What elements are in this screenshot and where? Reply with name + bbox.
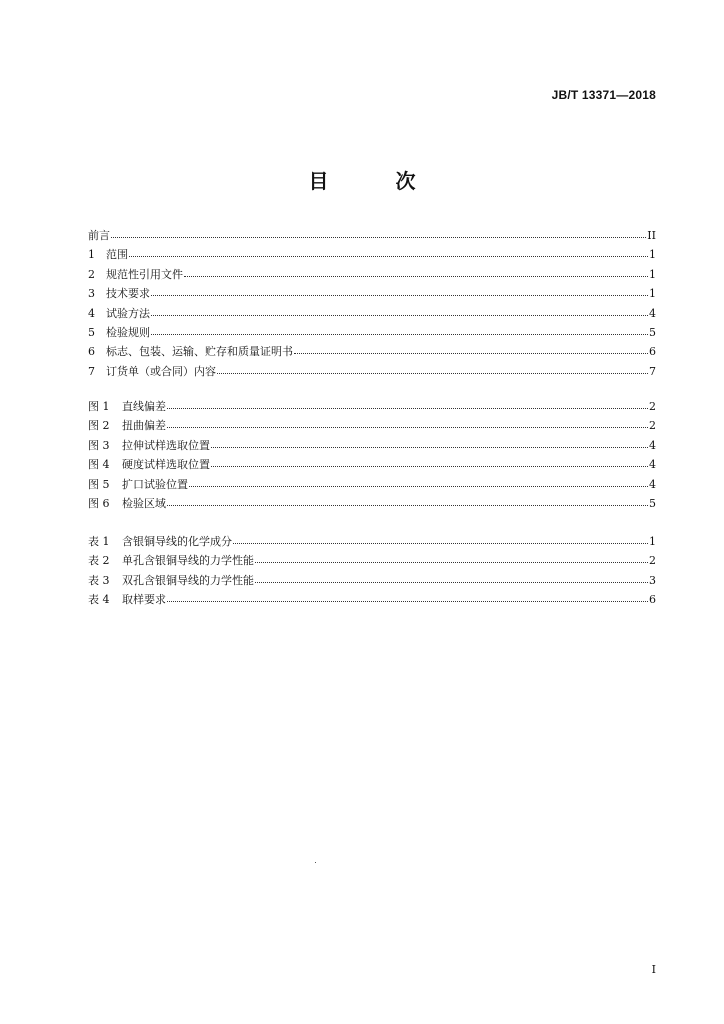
page-title: 目 次 (308, 169, 446, 193)
toc-entry[interactable] (88, 323, 656, 342)
toc-entry-number: 3 (88, 287, 95, 301)
figure-number: 图 1 (88, 400, 110, 413)
toc-entry-label: 标志、包装、运输、贮存和质量证明书 (106, 345, 293, 359)
toc-entry-label: 订货单（或合同）内容 (106, 364, 216, 378)
table-entry[interactable] (88, 590, 656, 609)
toc-entry[interactable] (88, 342, 656, 361)
leader-dots (151, 287, 648, 297)
toc-entry-page: 7 (649, 364, 656, 378)
table-page: 1 (649, 535, 656, 548)
leader-dots (211, 439, 648, 449)
toc-contents (88, 226, 656, 381)
toc-entry-page: 1 (649, 248, 656, 262)
toc-entry-number: 2 (88, 267, 95, 281)
leader-dots (211, 458, 648, 468)
table-entry[interactable] (88, 571, 656, 590)
figure-number: 图 3 (88, 438, 110, 452)
toc-entry-number: 6 (88, 345, 95, 359)
leader-dots (151, 326, 648, 336)
leader-dots (167, 497, 648, 507)
table-label: 含银铜导线的化学成分 (122, 535, 232, 548)
leader-dots (184, 268, 648, 278)
table-page: 2 (649, 554, 656, 568)
table-page: 3 (649, 573, 656, 587)
figure-number: 图 5 (88, 477, 110, 491)
figure-label: 硬度试样选取位置 (122, 458, 210, 472)
table-page: 6 (649, 593, 656, 607)
figure-label: 直线偏差 (122, 400, 166, 413)
figure-number: 图 2 (88, 419, 110, 433)
toc-entry[interactable] (88, 304, 656, 323)
toc-entry-page: 6 (649, 345, 656, 359)
toc-entry[interactable] (88, 284, 656, 303)
figure-label: 拉伸试样选取位置 (122, 438, 210, 452)
toc-entry-number: 1 (88, 248, 95, 262)
leader-dots (167, 419, 648, 429)
toc-entry-label: 范围 (106, 248, 128, 262)
figure-label: 扩口试验位置 (122, 477, 188, 491)
table-number: 表 3 (88, 573, 110, 587)
toc-tables (88, 532, 656, 610)
leader-dots (111, 229, 646, 239)
leader-dots (189, 478, 648, 488)
toc-entry-label: 试验方法 (106, 306, 150, 320)
table-entry[interactable] (88, 532, 656, 551)
figure-entry[interactable] (88, 494, 656, 513)
toc-entry-page: 1 (649, 287, 656, 301)
table-label: 单孔含银铜导线的力学性能 (122, 554, 254, 568)
toc-entry-page: 5 (649, 325, 656, 339)
figure-number: 图 4 (88, 458, 110, 472)
leader-dots (129, 248, 648, 258)
toc-entry-number: 5 (88, 325, 95, 339)
toc-entry-number: 4 (88, 306, 95, 320)
toc-entry[interactable] (88, 362, 656, 381)
figure-page: 4 (649, 477, 656, 491)
table-number: 表 1 (88, 535, 110, 548)
figure-page: 2 (649, 419, 656, 433)
figure-page: 2 (649, 400, 656, 413)
figure-label: 扭曲偏差 (122, 419, 166, 433)
toc-entry-label: 前言 (88, 229, 110, 242)
leader-dots (217, 365, 648, 375)
figure-entry[interactable] (88, 436, 656, 455)
figure-page: 4 (649, 438, 656, 452)
toc-entry-label: 检验规则 (106, 325, 150, 339)
table-entry[interactable] (88, 551, 656, 570)
figure-number: 图 6 (88, 496, 110, 510)
page-number: I (651, 963, 656, 976)
leader-dots (294, 345, 648, 355)
figure-entry[interactable] (88, 416, 656, 435)
leader-dots (151, 307, 648, 317)
figure-page: 5 (649, 496, 656, 510)
leader-dots (255, 554, 648, 564)
toc-entry[interactable] (88, 265, 656, 284)
standard-code: JB/T 13371—2018 (551, 88, 656, 102)
toc-entry-number: 7 (88, 364, 95, 378)
toc-entry[interactable] (88, 226, 656, 245)
figure-entry[interactable] (88, 455, 656, 474)
toc-figures (88, 397, 656, 513)
toc-entry-page: 4 (649, 306, 656, 320)
table-number: 表 2 (88, 554, 110, 568)
leader-dots (167, 400, 648, 410)
figure-page: 4 (649, 458, 656, 472)
leader-dots (255, 574, 648, 584)
figure-entry[interactable] (88, 397, 656, 416)
toc-entry-page: II (647, 229, 656, 242)
toc-entry-label: 规范性引用文件 (106, 267, 183, 281)
figure-label: 检验区域 (122, 496, 166, 510)
leader-dots (167, 593, 648, 603)
toc-entry[interactable] (88, 245, 656, 264)
toc-entry-label: 技术要求 (106, 287, 150, 301)
table-label: 双孔含银铜导线的力学性能 (122, 573, 254, 587)
table-label: 取样要求 (122, 593, 166, 607)
table-number: 表 4 (88, 593, 110, 607)
figure-entry[interactable] (88, 475, 656, 494)
leader-dots (233, 535, 648, 545)
scan-speck (315, 862, 316, 863)
toc-entry-page: 1 (649, 267, 656, 281)
